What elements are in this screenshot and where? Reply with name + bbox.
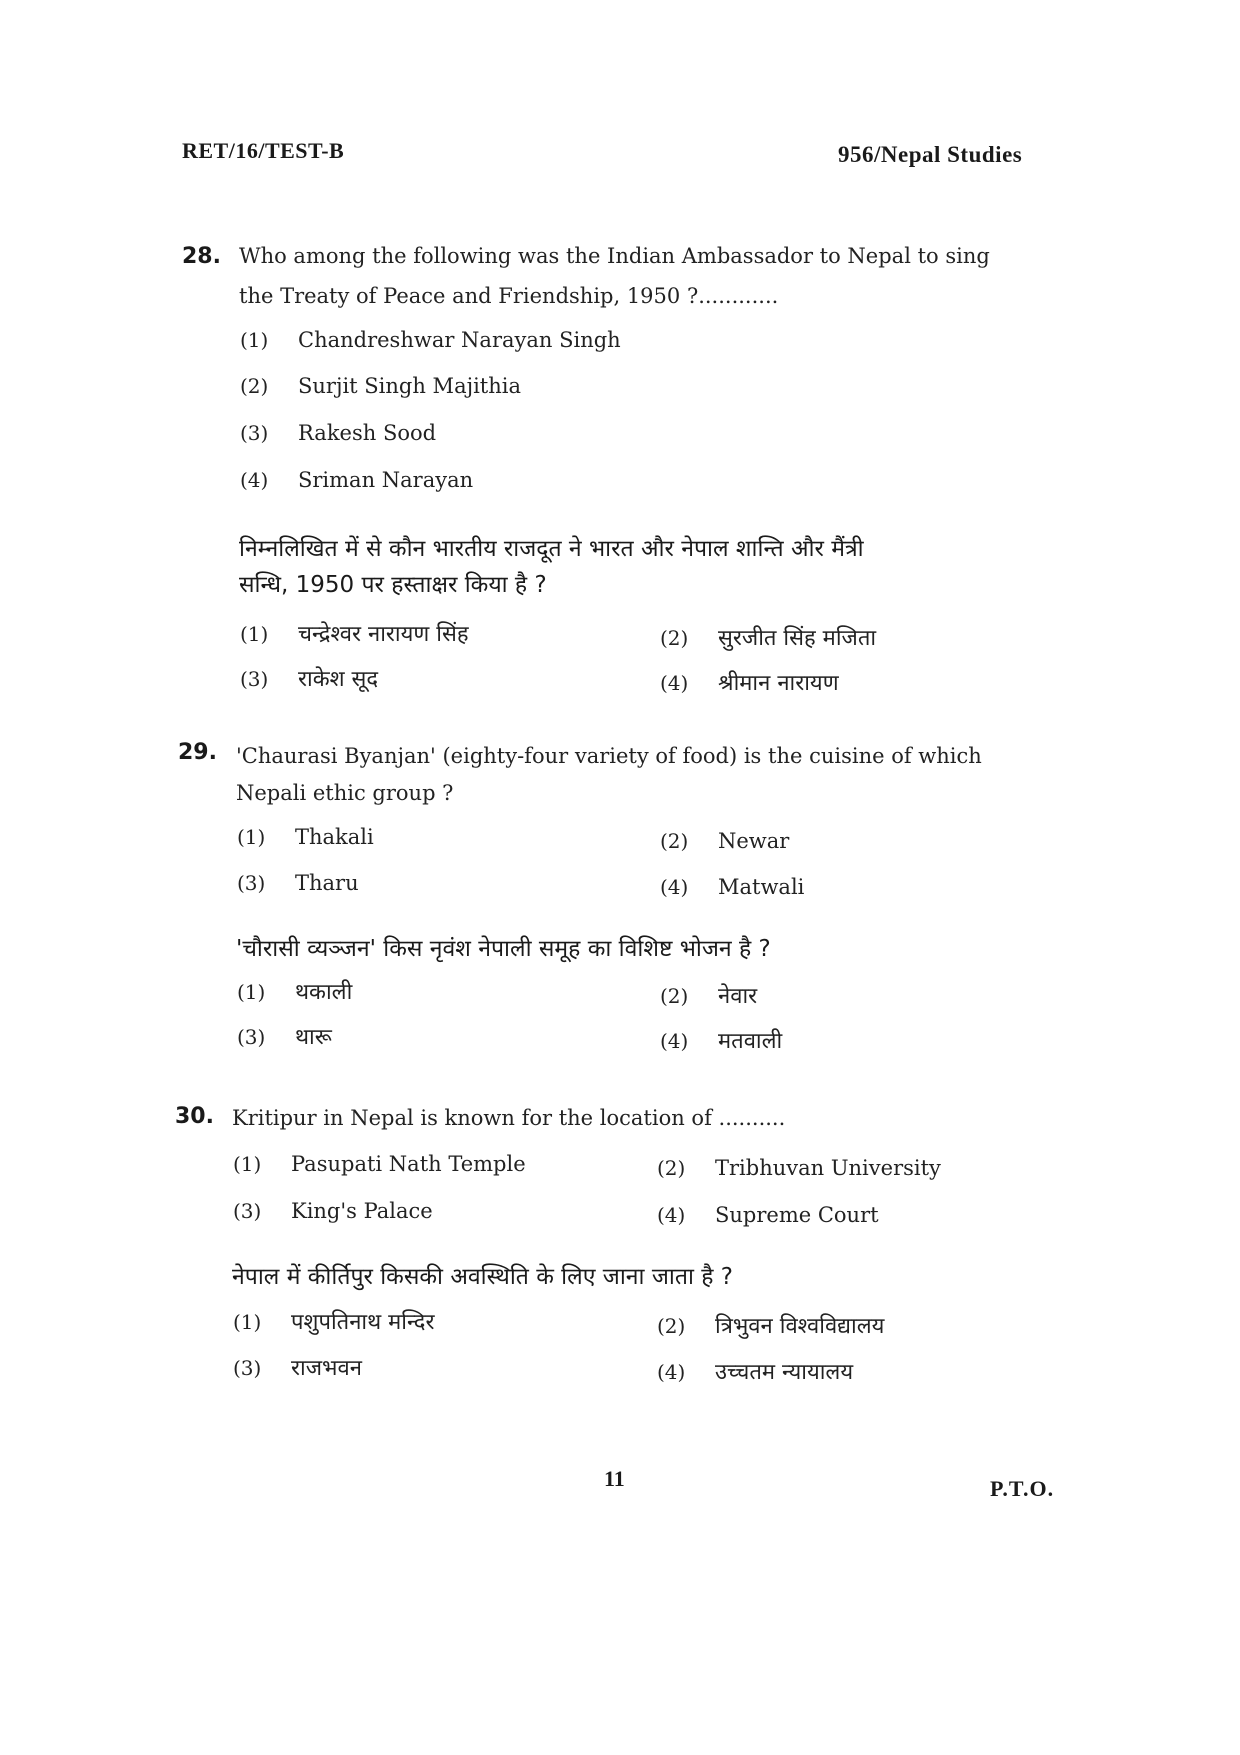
option-text: नेवार (718, 984, 758, 1009)
option-number: (2) (657, 1314, 686, 1338)
option-text: Sriman Narayan (298, 468, 474, 492)
option-text: राकेश सूद (298, 667, 379, 692)
option-number: (4) (240, 468, 269, 492)
question-30-english-option-3 (233, 1199, 433, 1223)
question-30-hindi-option-2 (657, 1310, 884, 1340)
option-number: (3) (233, 1356, 262, 1380)
question-28-hindi-option-3 (240, 663, 378, 693)
option-number: (4) (660, 875, 689, 899)
option-number: (3) (237, 871, 266, 895)
option-number: (4) (657, 1203, 686, 1227)
question-29-number: 29. (178, 740, 217, 765)
question-30-english-option-4 (657, 1203, 879, 1227)
question-29-english-option-3 (237, 871, 359, 895)
question-28-hindi-option-2 (660, 622, 876, 652)
option-text: Tharu (295, 871, 359, 895)
question-28-english-option-1 (240, 328, 621, 352)
question-28-english-line-1: Who among the following was the Indian Ambassador to Nepal to sing (239, 244, 990, 268)
question-28-number: 28. (182, 244, 221, 269)
question-28-hindi-option-1 (240, 618, 469, 648)
option-text: सुरजीत सिंह मजिता (718, 626, 877, 651)
question-30-english-option-1 (233, 1152, 526, 1176)
header-subject: 956/Nepal Studies (838, 142, 1023, 167)
option-text: श्रीमान नारायण (718, 671, 839, 696)
option-number: (2) (660, 984, 689, 1008)
question-30-english-option-2 (657, 1156, 941, 1180)
option-text: थकाली (295, 980, 353, 1005)
option-number: (4) (660, 1029, 689, 1053)
option-number: (2) (660, 829, 689, 853)
option-text: Matwali (718, 875, 805, 899)
question-28-hindi-line-2: सन्धि, 1950 पर हस्ताक्षर किया है ? (239, 572, 547, 598)
option-number: (1) (233, 1152, 262, 1176)
option-number: (1) (233, 1310, 262, 1334)
option-text: उच्चतम न्यायालय (715, 1360, 854, 1385)
option-text: Rakesh Sood (298, 421, 437, 445)
option-number: (1) (237, 980, 266, 1004)
question-29-english-line-2: Nepali ethic group ? (236, 781, 454, 805)
question-28-hindi-option-4 (660, 667, 839, 697)
option-number: (3) (240, 421, 269, 445)
option-text: Newar (718, 829, 790, 853)
question-28-english-option-3 (240, 421, 436, 445)
header-paper-code: RET/16/TEST-B (182, 138, 345, 163)
question-30-hindi-option-4 (657, 1356, 853, 1386)
question-28-english-option-2 (240, 374, 521, 398)
option-number: (2) (660, 626, 689, 650)
option-number: (2) (657, 1156, 686, 1180)
question-30-english-line-1: Kritipur in Nepal is known for the location of .......... (232, 1106, 786, 1130)
question-30-hindi-option-1 (233, 1306, 434, 1336)
question-30-number: 30. (175, 1104, 214, 1129)
option-number: (4) (657, 1360, 686, 1384)
option-text: मतवाली (718, 1029, 783, 1054)
option-number: (1) (240, 622, 269, 646)
question-29-hindi-option-2 (660, 980, 757, 1010)
option-number: (3) (240, 667, 269, 691)
option-text: King's Palace (291, 1199, 433, 1223)
option-text: त्रिभुवन विश्वविद्यालय (715, 1314, 885, 1339)
option-text: थारू (295, 1025, 332, 1050)
option-number: (1) (240, 328, 269, 352)
page-number: 11 (604, 1466, 625, 1491)
question-28-english-option-4 (240, 468, 473, 492)
question-29-english-line-1: 'Chaurasi Byanjan' (eighty-four variety of food) is the cuisine of which (236, 744, 982, 768)
option-text: Supreme Court (715, 1203, 879, 1227)
option-text: Pasupati Nath Temple (291, 1152, 526, 1176)
option-number: (4) (660, 671, 689, 695)
option-text: राजभवन (291, 1356, 362, 1381)
question-29-hindi-line-1: 'चौरासी व्यञ्जन' किस नृवंश नेपाली समूह का विशिष्ट भोजन है ? (236, 936, 771, 962)
question-28-english-line-2: the Treaty of Peace and Friendship, 1950 ?............ (239, 284, 779, 308)
option-text: Surjit Singh Majithia (298, 374, 522, 398)
option-text: चन्द्रेश्वर नारायण सिंह (298, 622, 469, 647)
question-29-hindi-option-1 (237, 976, 352, 1006)
option-number: (3) (233, 1199, 262, 1223)
question-29-english-option-2 (660, 829, 789, 853)
question-29-english-option-1 (237, 825, 374, 849)
question-29-english-option-4 (660, 875, 804, 899)
question-29-hindi-option-4 (660, 1025, 782, 1055)
option-text: पशुपतिनाथ मन्दिर (291, 1310, 435, 1335)
option-text: Thakali (295, 825, 374, 849)
option-number: (2) (240, 374, 269, 398)
option-number: (1) (237, 825, 266, 849)
question-28-hindi-line-1: निम्नलिखित में से कौन भारतीय राजदूत ने भारत और नेपाल शान्ति और मैंत्री (239, 536, 864, 562)
question-30-hindi-option-3 (233, 1352, 362, 1382)
option-number: (3) (237, 1025, 266, 1049)
option-text: Chandreshwar Narayan Singh (298, 328, 621, 352)
please-turn-over: P.T.O. (990, 1476, 1055, 1501)
question-29-hindi-option-3 (237, 1021, 332, 1051)
option-text: Tribhuvan University (715, 1156, 941, 1180)
question-30-hindi-line-1: नेपाल में कीर्तिपुर किसकी अवस्थिति के लिए जाना जाता है ? (232, 1264, 733, 1290)
